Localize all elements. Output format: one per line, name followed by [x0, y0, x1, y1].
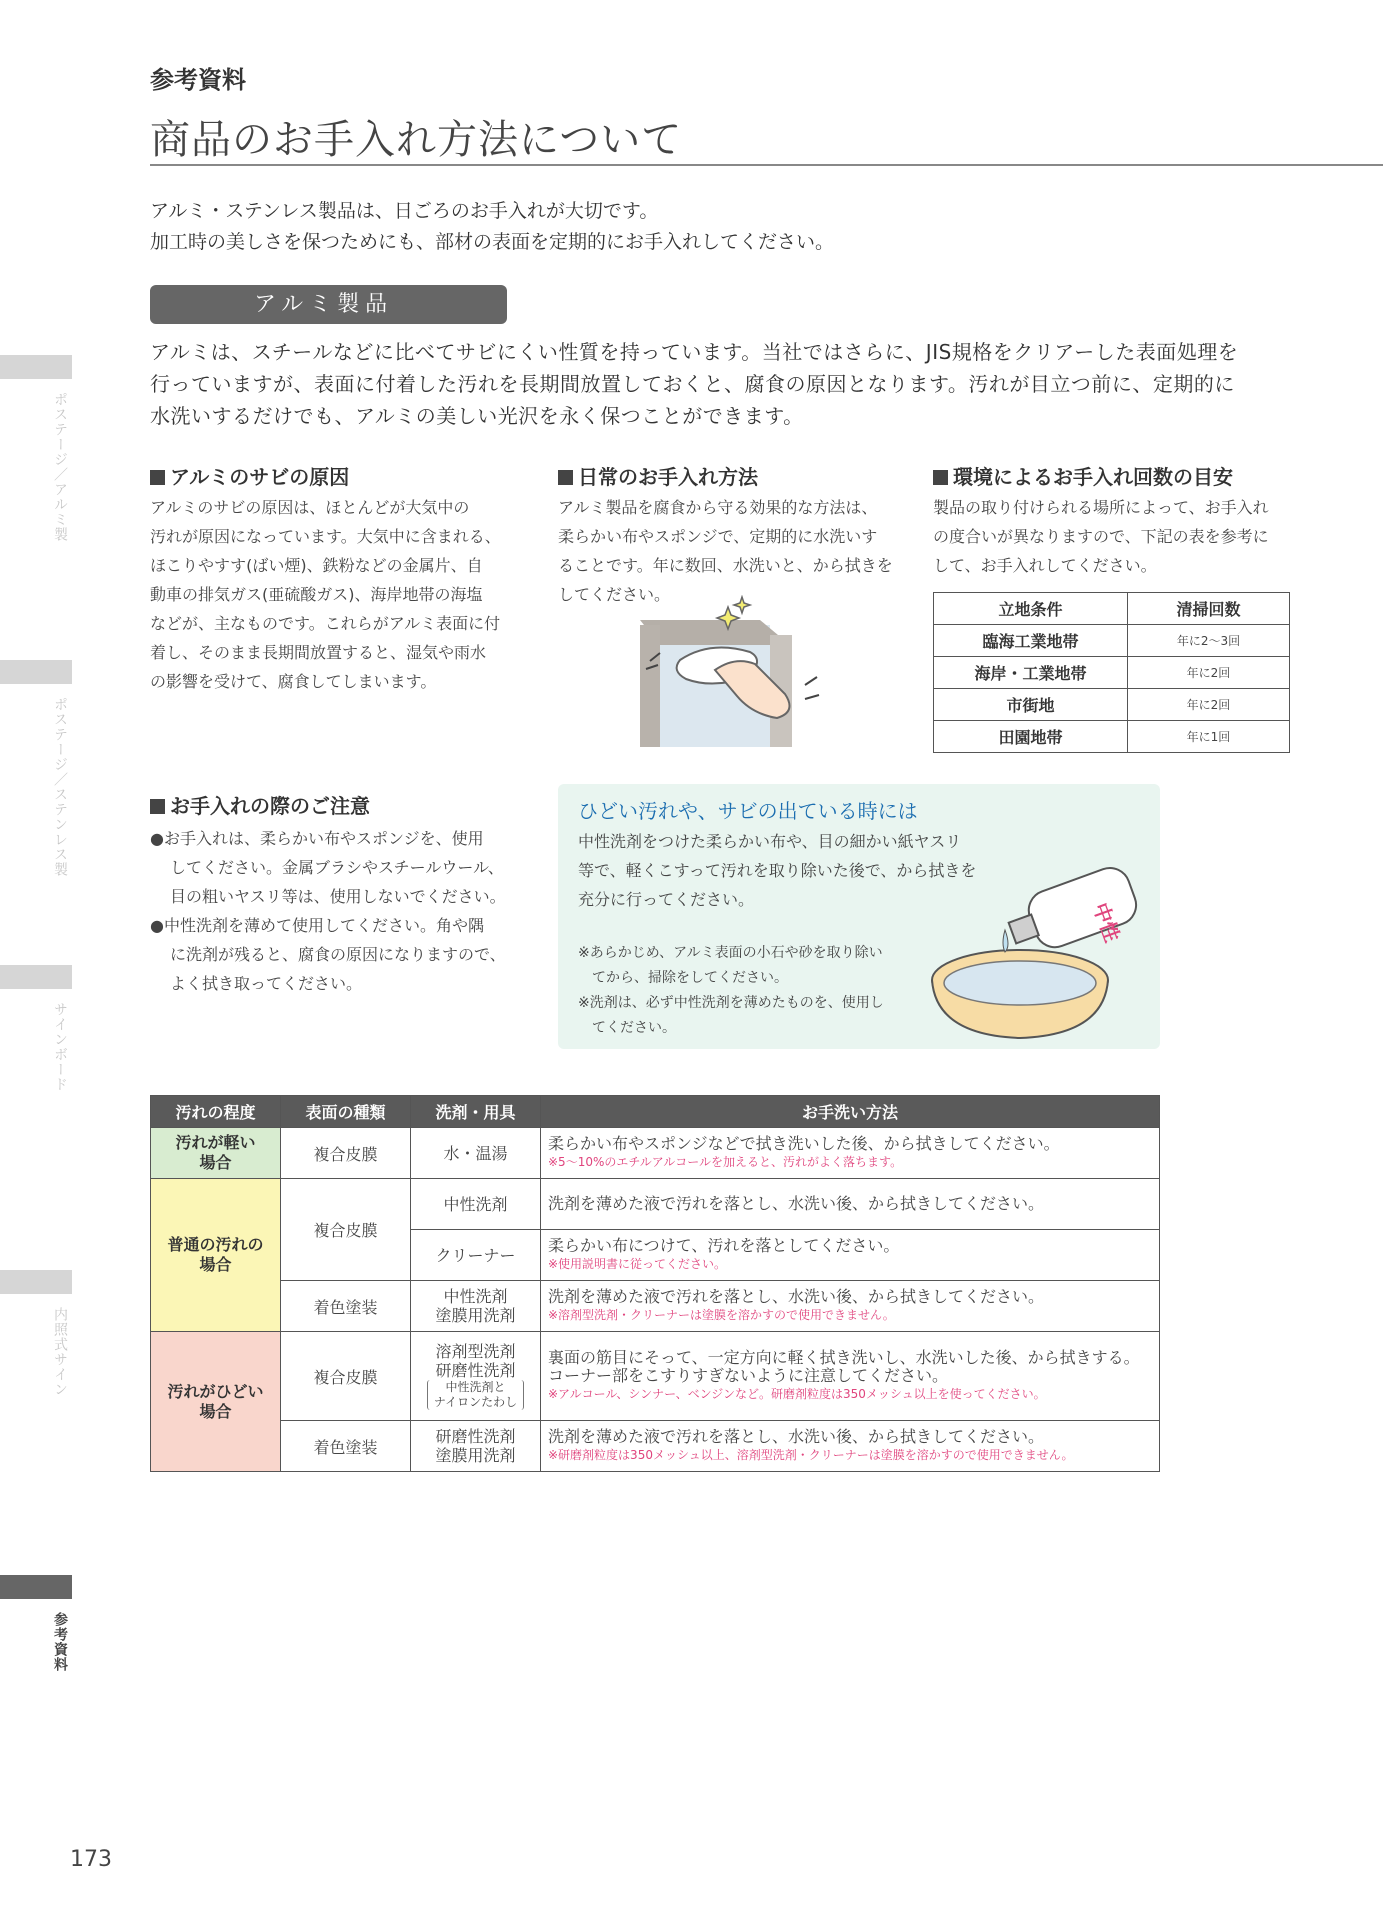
daily-line: してください。 — [558, 585, 671, 604]
table-cell: 年に2回 — [1128, 689, 1290, 721]
side-tab-bar[interactable] — [0, 1270, 72, 1294]
level-label: 場合 — [199, 1401, 232, 1421]
lead-line: 水洗いするだけでも、アルミの美しい光沢を永く保つことができます。 — [150, 404, 804, 428]
rust-line: 動車の排気ガス(亜硫酸ガス)、海岸地帯の海塩 — [150, 585, 483, 604]
square-bullet-icon — [150, 470, 165, 485]
table-header-row — [151, 1096, 1160, 1128]
table-header: お手洗い方法 — [541, 1096, 1160, 1128]
caution-line: に洗剤が残ると、腐食の原因になりますので、 — [170, 945, 506, 964]
method-text: 柔らかい布やスポンジなどで拭き洗いした後、から拭きしてください。 — [548, 1134, 1060, 1153]
caution-line: してください。金属ブラシやスチールウール、 — [170, 858, 504, 877]
section-badge: アルミ製品 — [150, 285, 507, 324]
method-note: ※5〜10%のエチルアルコールを加えると、汚れがよく落ちます。 — [548, 1155, 903, 1169]
table-cell: 田園地帯 — [934, 721, 1128, 753]
method-text: 洗剤を薄めた液で汚れを落とし、水洗い後、から拭きしてください。 — [548, 1427, 1045, 1446]
square-bullet-icon — [933, 470, 948, 485]
table-row — [151, 1281, 1160, 1332]
table-cell: 海岸・工業地帯 — [934, 657, 1128, 689]
side-tab-bar[interactable] — [0, 660, 72, 684]
intro-text — [150, 196, 834, 258]
level-label: 普通の汚れの — [167, 1235, 264, 1254]
env-line: 製品の取り付けられる場所によって、お手入れ — [933, 498, 1269, 517]
env-heading-text: 環境によるお手入れ回数の目安 — [953, 465, 1233, 489]
table-cell: 年に2回 — [1128, 657, 1290, 689]
method-note: ※研磨剤粒度は350メッシュ以上、溶剤型洗剤・クリーナーは塗膜を溶かすので使用できません。 — [548, 1448, 1074, 1462]
method-cell — [541, 1332, 1160, 1421]
tip-line: 等で、軽くこすって汚れを取り除いた後で、から拭きを — [578, 861, 977, 880]
daily-line: アルミ製品を腐食から守る効果的な方法は、 — [558, 498, 878, 517]
tool-text: 研磨性洗剤 — [435, 1361, 516, 1380]
daily-line: ることです。年に数回、水洗いと、から拭きを — [558, 556, 893, 575]
wiping-illustration — [640, 595, 840, 747]
surface-cell: 着色塗装 — [281, 1281, 411, 1332]
rust-line: 着し、そのまま長期間放置すると、湿気や雨水 — [150, 643, 487, 662]
caution-heading — [150, 790, 370, 819]
rust-line: の影響を受けて、腐食してしまいます。 — [150, 672, 437, 691]
tip-title: ひどい汚れや、サビの出ている時には — [578, 799, 918, 823]
lead-line: 行っていますが、表面に付着した汚れを長期間放置しておくと、腐食の原因となります。汚れが目立つ前に、定期的に — [150, 372, 1235, 396]
tip-note: てください。 — [578, 1020, 676, 1036]
tip-note: ※あらかじめ、アルミ表面の小石や砂を取り除い — [578, 945, 883, 961]
method-cell — [541, 1421, 1160, 1472]
method-note: ※溶剤型洗剤・クリーナーは塗膜を溶かすので使用できません。 — [548, 1308, 895, 1322]
table-row — [151, 1128, 1160, 1179]
tool-text: 溶剤型洗剤 — [435, 1342, 516, 1361]
tool-cell — [411, 1281, 541, 1332]
level-label: 汚れが軽い — [175, 1133, 256, 1152]
surface-cell: 着色塗装 — [281, 1421, 411, 1472]
method-note: ※アルコール、シンナー、ベンジンなど。研磨剤粒度は350メッシュ以上を使ってください。 — [548, 1387, 1046, 1401]
rust-line: などが、主なものです。これらがアルミ表面に付 — [150, 614, 501, 633]
table-row — [151, 1332, 1160, 1421]
list-item — [150, 824, 506, 853]
table-header: 洗剤・用具 — [411, 1096, 541, 1128]
table-cell: 年に2〜3回 — [1128, 625, 1290, 657]
table-cell: 年に1回 — [1128, 721, 1290, 753]
list-item — [150, 911, 506, 940]
daily-line: 柔らかい布やスポンジで、定期的に水洗いす — [558, 527, 878, 546]
caution-line: お手入れは、柔らかい布やスポンジを、使用 — [163, 829, 484, 848]
lead-paragraph — [150, 336, 1300, 432]
frequency-table — [933, 592, 1290, 753]
dot-bullet-icon: ● — [150, 829, 164, 848]
table-cell: 臨海工業地帯 — [934, 625, 1128, 657]
side-tab-stainless[interactable]: ポステージ／ステンレス製 — [52, 697, 68, 877]
dirt-level-light — [151, 1128, 281, 1179]
daily-heading-text: 日常のお手入れ方法 — [578, 465, 758, 489]
env-heading — [933, 461, 1233, 490]
level-label: 場合 — [199, 1255, 232, 1274]
tool-text: 中性洗剤 — [443, 1287, 508, 1306]
level-label: 汚れがひどい — [167, 1381, 264, 1401]
env-line: して、お手入れしてください。 — [933, 556, 1157, 575]
cleaning-method-table — [150, 1095, 1160, 1472]
tip-line: 充分に行ってください。 — [578, 890, 755, 909]
caution-heading-text: お手入れの際のご注意 — [170, 794, 370, 818]
page-number: 173 — [70, 1847, 112, 1872]
rust-line: アルミのサビの原因は、ほとんどが大気中の — [150, 498, 470, 517]
tool-cell: 水・温湯 — [411, 1128, 541, 1179]
table-row — [934, 625, 1290, 657]
tool-text: ナイロンたわし — [433, 1395, 518, 1409]
title-divider — [150, 164, 1383, 166]
daily-body — [558, 493, 893, 609]
side-tab-bar-active[interactable] — [0, 1575, 72, 1599]
method-note: ※使用説明書に従ってください。 — [548, 1257, 727, 1271]
table-row — [934, 689, 1290, 721]
rust-heading-text: アルミのサビの原因 — [170, 465, 350, 489]
rust-line: ほこりやすす(ばい煙)、鉄粉などの金属片、自 — [150, 556, 483, 575]
level-label: 場合 — [199, 1153, 232, 1172]
page-title: 商品のお手入れ方法について — [150, 117, 683, 163]
rust-body — [150, 493, 501, 696]
rust-heading — [150, 461, 349, 490]
side-tab-signboard[interactable]: サインボード — [52, 1002, 68, 1092]
square-bullet-icon — [558, 470, 573, 485]
dirt-level-heavy — [151, 1332, 281, 1472]
method-cell — [541, 1230, 1160, 1281]
bottle-label: 中性 — [1088, 899, 1125, 946]
caution-line: よく拭き取ってください。 — [170, 974, 363, 993]
daily-heading — [558, 461, 758, 490]
intro-line: アルミ・ステンレス製品は、日ごろのお手入れが大切です。 — [150, 200, 659, 222]
tool-text: 中性洗剤と — [445, 1380, 506, 1394]
dot-bullet-icon: ● — [150, 916, 164, 935]
tip-notes — [578, 941, 884, 1041]
tip-body — [578, 827, 976, 914]
caution-line: 目の粗いヤスリ等は、使用しないでください。 — [170, 887, 506, 906]
detergent-bowl-illustration — [930, 865, 1145, 1040]
side-tab-bar[interactable] — [0, 965, 72, 989]
tip-note: てから、掃除をしてください。 — [578, 970, 788, 986]
method-text: 裏面の筋目にそって、一定方向に軽く拭き洗いし、水洗いした後、から拭きする。 — [548, 1348, 1140, 1367]
tool-text: 塗膜用洗剤 — [435, 1306, 516, 1325]
tool-text: 塗膜用洗剤 — [435, 1446, 516, 1465]
caution-line: 中性洗剤を薄めて使用してください。角や隅 — [163, 916, 484, 935]
tool-cell — [411, 1421, 541, 1472]
side-tab-bar[interactable] — [0, 355, 72, 379]
tool-bracket — [427, 1380, 524, 1410]
table-header: 表面の種類 — [281, 1096, 411, 1128]
side-tab-aluminum[interactable]: ポステージ／アルミ製 — [52, 392, 68, 542]
square-bullet-icon — [150, 799, 165, 814]
side-tab-reference[interactable]: 参考資料 — [52, 1612, 68, 1672]
method-text: 柔らかい布につけて、汚れを落としてください。 — [548, 1236, 900, 1255]
tool-cell — [411, 1332, 541, 1421]
method-cell — [541, 1179, 1160, 1230]
tool-text: 研磨性洗剤 — [435, 1427, 516, 1446]
caution-list — [150, 824, 506, 998]
table-header: 清掃回数 — [1128, 593, 1290, 625]
tool-cell: 中性洗剤 — [411, 1179, 541, 1230]
table-row — [934, 657, 1290, 689]
intro-line: 加工時の美しさを保つためにも、部材の表面を定期的にお手入れしてください。 — [150, 231, 835, 253]
rust-line: 汚れが原因になっています。大気中に含まれる、 — [150, 527, 501, 546]
table-cell: 市街地 — [934, 689, 1128, 721]
surface-cell: 複合皮膜 — [281, 1128, 411, 1179]
table-header: 汚れの程度 — [151, 1096, 281, 1128]
table-header: 立地条件 — [934, 593, 1128, 625]
table-row — [934, 721, 1290, 753]
table-row — [151, 1179, 1160, 1230]
method-cell — [541, 1281, 1160, 1332]
method-text: コーナー部をこすりすぎないように注意してください。 — [548, 1366, 949, 1385]
lead-line: アルミは、スチールなどに比べてサビにくい性質を持っています。当社ではさらに、JIS規格をクリアーした表面処理を — [150, 340, 1239, 364]
surface-cell: 複合皮膜 — [281, 1179, 411, 1281]
method-text: 洗剤を薄めた液で汚れを落とし、水洗い後、から拭きしてください。 — [548, 1194, 1045, 1213]
tip-line: 中性洗剤をつけた柔らかい布や、目の細かい紙ヤスリ — [578, 832, 962, 851]
tip-note: ※洗剤は、必ず中性洗剤を薄めたものを、使用し — [578, 995, 884, 1011]
table-row — [151, 1421, 1160, 1472]
dirt-level-normal — [151, 1179, 281, 1332]
side-tab-lit-sign[interactable]: 内照式サイン — [52, 1307, 68, 1397]
section-eyebrow: 参考資料 — [150, 66, 246, 94]
method-text: 洗剤を薄めた液で汚れを落とし、水洗い後、から拭きしてください。 — [548, 1287, 1045, 1306]
method-cell — [541, 1128, 1160, 1179]
env-line: の度合いが異なりますので、下記の表を参考に — [933, 527, 1269, 546]
tool-cell: クリーナー — [411, 1230, 541, 1281]
env-body — [933, 493, 1269, 580]
surface-cell: 複合皮膜 — [281, 1332, 411, 1421]
table-header-row — [934, 593, 1290, 625]
